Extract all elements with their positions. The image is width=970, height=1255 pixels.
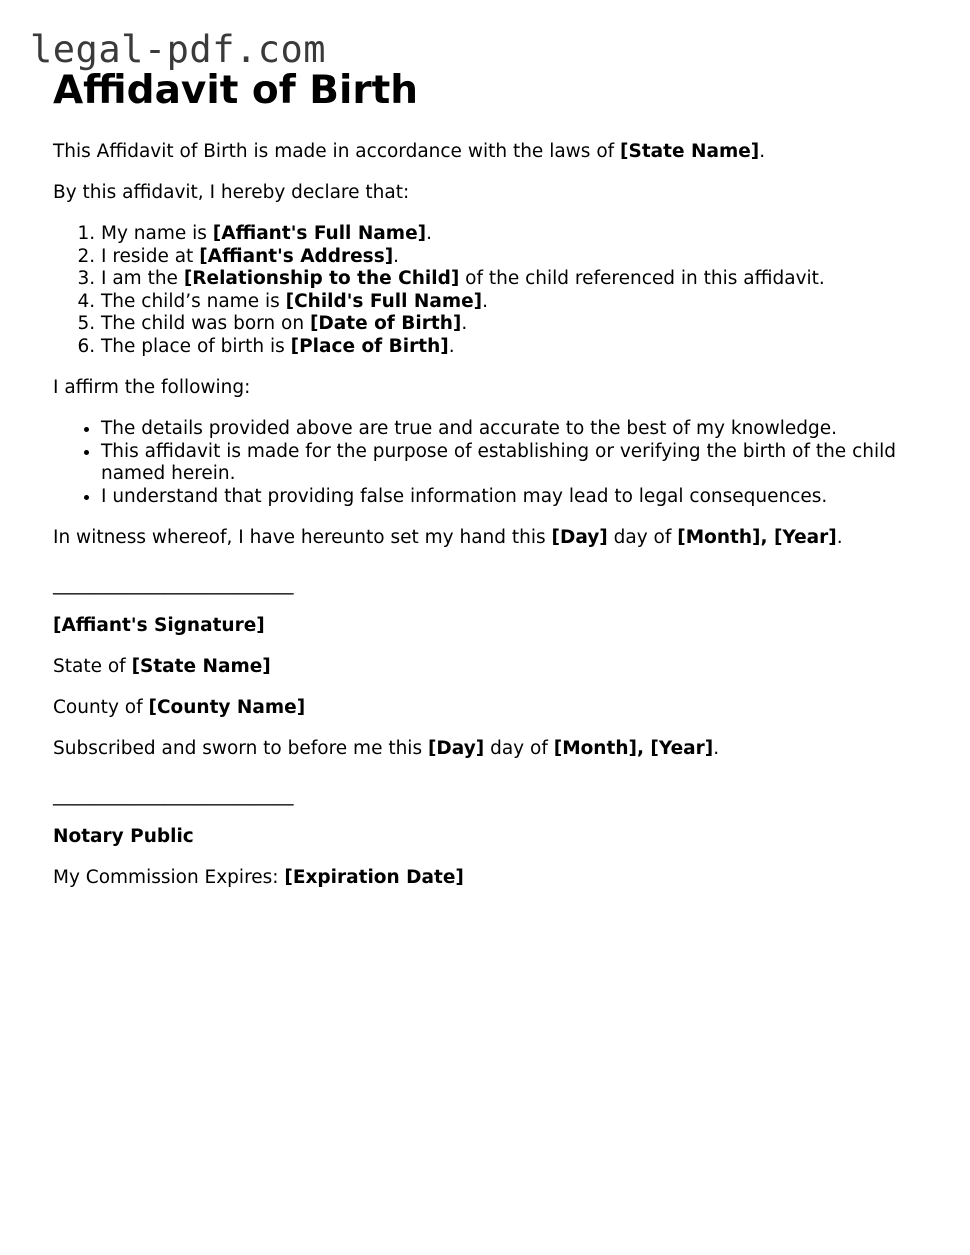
list-item: • I understand that providing false information may lead to legal consequences. (101, 486, 933, 509)
list-item (101, 268, 933, 291)
state-line (53, 656, 933, 678)
state-field: [State Name] (131, 656, 271, 677)
relationship-field: [Relationship to the Child] (183, 268, 460, 289)
commission-line (53, 867, 933, 889)
sworn-end: . (713, 738, 720, 759)
declaration-end: . (461, 313, 468, 334)
affiant-name-field: [Affiant's Full Name] (212, 223, 427, 244)
list-item (101, 246, 933, 269)
sworn-text: Subscribed and sworn to before me this (53, 738, 428, 759)
intro-end: . (759, 141, 766, 162)
expiration-date-field: [Expiration Date] (284, 867, 464, 888)
list-item (101, 291, 933, 314)
sworn-paragraph (53, 738, 933, 760)
county-field: [County Name] (148, 697, 306, 718)
sworn-month-year-field: [Month], [Year] (553, 738, 714, 759)
intro-paragraph (53, 141, 933, 163)
county-label: County of (53, 697, 149, 718)
list-item (101, 313, 933, 336)
declaration-end: . (393, 245, 400, 267)
declaration-text: The child was born on (101, 313, 310, 334)
affiant-signature-line: __________________________ (53, 574, 294, 595)
state-label: State of (53, 656, 132, 677)
declaration-end: . (448, 335, 455, 357)
witness-text: In witness whereof, I have hereunto set my hand this (53, 527, 552, 548)
notary-label (53, 826, 933, 848)
commission-label: My Commission Expires: (53, 867, 285, 888)
notary-signature-line: __________________________ (53, 785, 294, 806)
sworn-text-mid: day of (484, 738, 554, 759)
intro-text: This Affidavit of Birth is made in accordance with the laws of (53, 141, 621, 162)
list-item (101, 336, 933, 359)
witness-text-mid: day of (607, 527, 678, 548)
document-title: Affidavit of Birth (53, 68, 418, 113)
child-name-field: [Child's Full Name] (285, 290, 483, 312)
list-item (101, 223, 933, 246)
county-line (53, 697, 933, 719)
declaration-text: The child’s name is (101, 290, 286, 312)
declaration-text: My name is (101, 223, 213, 244)
list-item: • The details provided above are true and accurate to the best of my knowledge. (101, 418, 933, 441)
declaration-text: The place of birth is (101, 335, 291, 357)
affiant-signature-field: [Affiant's Signature] (53, 615, 265, 636)
sworn-day-field: [Day] (427, 738, 485, 759)
site-watermark: legal-pdf.com (30, 28, 327, 71)
declaration-text: I reside at (101, 245, 200, 267)
declaration-end: of the child referenced in this affidavit. (459, 268, 825, 289)
witness-paragraph (53, 527, 933, 549)
declaration-end: . (482, 290, 489, 312)
declare-paragraph: By this affidavit, I hereby declare that: (53, 182, 410, 203)
list-item: • This affidavit is made for the purpose of establishing or verifying the birth of the child named herein. (101, 441, 933, 486)
birth-date-field: [Date of Birth] (309, 313, 462, 334)
declaration-text: I am the (101, 268, 184, 289)
affiant-address-field: [Affiant's Address] (199, 245, 394, 267)
affidavit-document (53, 66, 933, 889)
witness-month-year-field: [Month], [Year] (677, 527, 837, 548)
declaration-end: . (426, 223, 432, 244)
witness-day-field: [Day] (551, 527, 608, 548)
notary-public-title: Notary Public (53, 826, 194, 847)
affiant-signature-label (53, 615, 933, 637)
affirm-paragraph: I affirm the following: (53, 377, 251, 398)
declarations-list (53, 223, 933, 358)
affirmations-list (53, 418, 933, 508)
state-name-field: [State Name] (620, 141, 760, 162)
witness-end: . (836, 527, 843, 548)
birth-place-field: [Place of Birth] (290, 335, 449, 357)
